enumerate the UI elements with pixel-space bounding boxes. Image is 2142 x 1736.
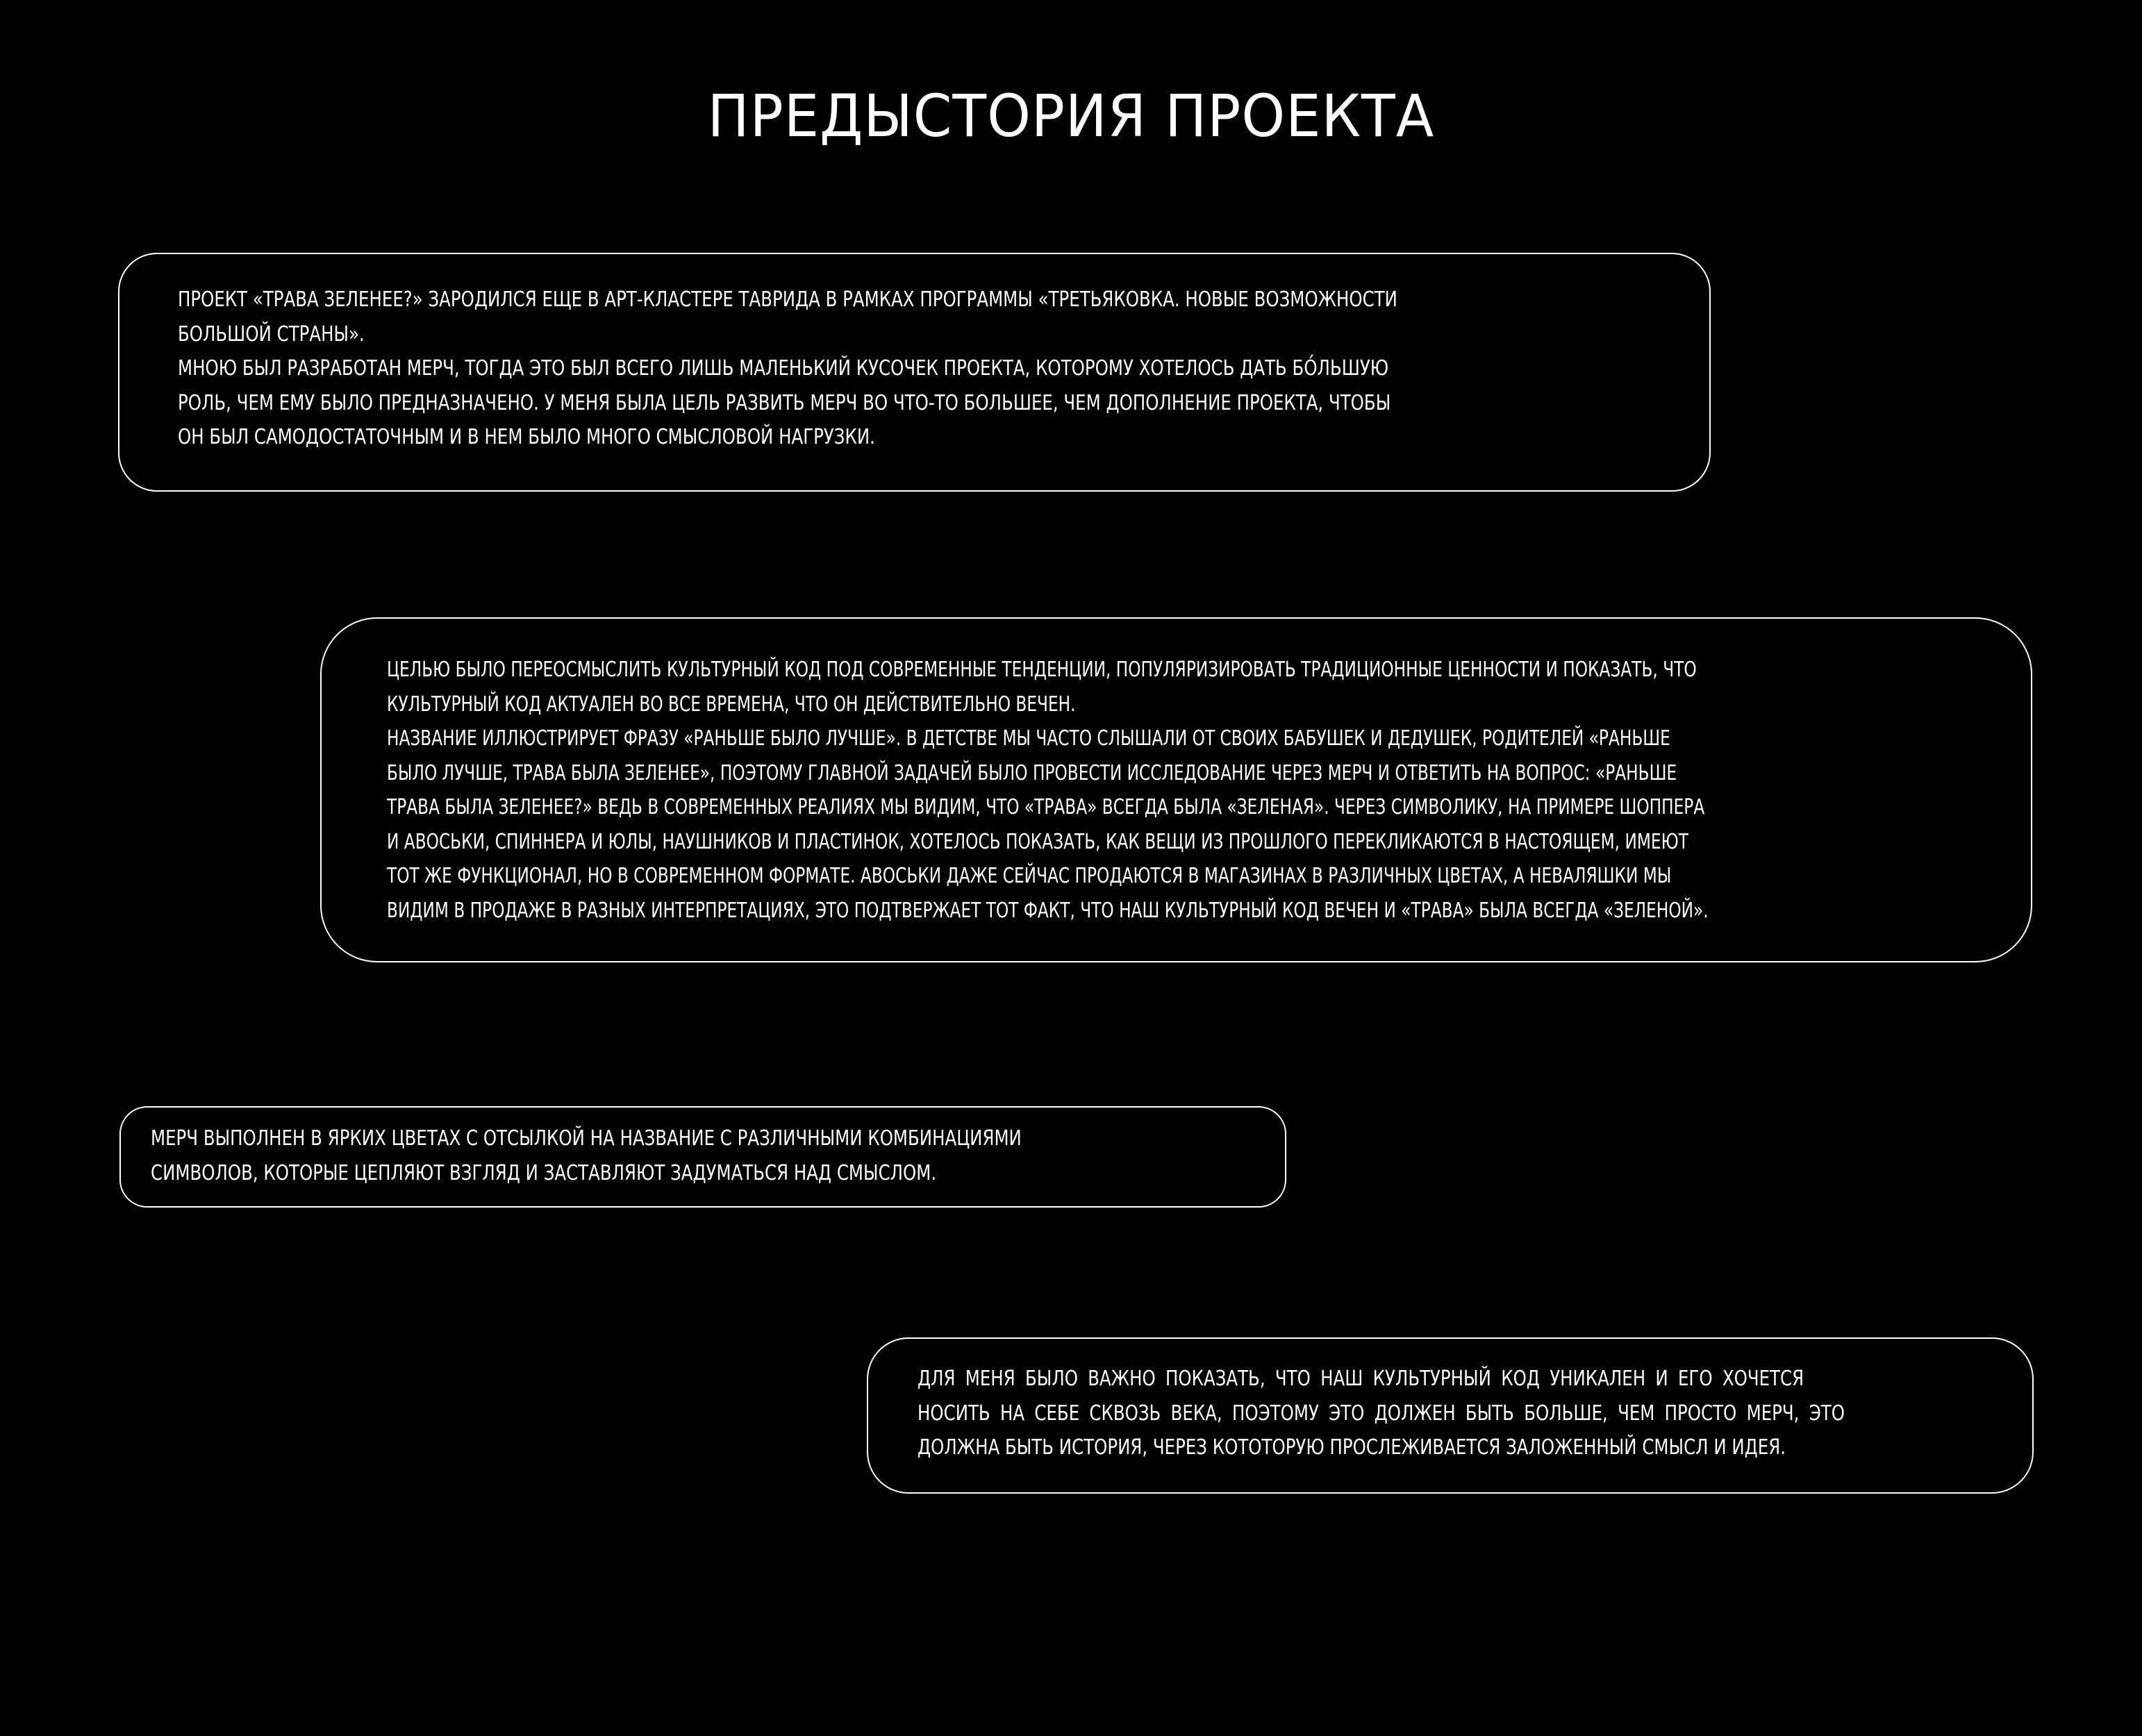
page-title: ПРЕДЫСТОРИЯ ПРОЕКТА <box>707 82 1435 150</box>
text-card-project-origin <box>118 253 1711 492</box>
text-line: ЦЕЛЬЮ БЫЛО ПЕРЕОСМЫСЛИТЬ КУЛЬТУРНЫЙ КОД ПОД СОВРЕМЕННЫЕ ТЕНДЕНЦИИ, ПОПУЛЯРИЗИРОВАТЬ ТРАДИЦИОННЫЕ ЦЕННОСТИ И ПОКАЗАТЬ, ЧТО <box>387 658 1697 682</box>
card-paragraph <box>918 1362 1845 1465</box>
card-paragraph <box>387 653 1709 928</box>
text-line: ТРАВА БЫЛА ЗЕЛЕНЕЕ?» ВЕДЬ В СОВРЕМЕННЫХ РЕАЛИЯХ МЫ ВИДИМ, ЧТО «ТРАВА» ВСЕГДА БЫЛА «ЗЕЛЕНАЯ». ЧЕРЕЗ СИМВОЛИКУ, НА ПРИМЕРЕ ШОППЕРА <box>387 795 1705 819</box>
text-line: ПРОЕКТ «ТРАВА ЗЕЛЕНЕЕ?» ЗАРОДИЛСЯ ЕЩЕ В АРТ-КЛАСТЕРЕ ТАВРИДА В РАМКАХ ПРОГРАММЫ «ТРЕТЬЯКОВКА. НОВЫЕ ВОЗМОЖНОСТИ <box>178 287 1397 312</box>
text-line: НОСИТЬ НА СЕБЕ СКВОЗЬ ВЕКА, ПОЭТОМУ ЭТО ДОЛЖЕН БЫТЬ БОЛЬШЕ, ЧЕМ ПРОСТО МЕРЧ, ЭТО <box>918 1401 1845 1426</box>
text-line: РОЛЬ, ЧЕМ ЕМУ БЫЛО ПРЕДНАЗНАЧЕНО. У МЕНЯ БЫЛА ЦЕЛЬ РАЗВИТЬ МЕРЧ ВО ЧТО-ТО БОЛЬШЕЕ, ЧЕМ ДОПОЛНЕНИЕ ПРОЕКТА, ЧТОБЫ <box>178 390 1391 415</box>
text-line: БОЛЬШОЙ СТРАНЫ». <box>178 322 365 347</box>
text-line: БЫЛО ЛУЧШЕ, ТРАВА БЫЛА ЗЕЛЕНЕЕ», ПОЭТОМУ ГЛАВНОЙ ЗАДАЧЕЙ БЫЛО ПРОВЕСТИ ИССЛЕДОВАНИЕ ЧЕРЕЗ МЕРЧ И ОТВЕТИТЬ НА ВОПРОС: «РАНЬШЕ <box>387 760 1677 785</box>
card-paragraph <box>178 283 1397 455</box>
text-line: ОН БЫЛ САМОДОСТАТОЧНЫМ И В НЕМ БЫЛО МНОГО СМЫСЛОВОЙ НАГРУЗКИ. <box>178 425 875 449</box>
text-card-project-goal <box>320 617 2032 962</box>
text-card-cultural-code <box>867 1337 2034 1494</box>
card-paragraph <box>151 1121 1022 1190</box>
text-line: СИМВОЛОВ, КОТОРЫЕ ЦЕПЛЯЮТ ВЗГЛЯД И ЗАСТАВЛЯЮТ ЗАДУМАТЬСЯ НАД СМЫСЛОМ. <box>151 1160 937 1185</box>
text-line: МНОЮ БЫЛ РАЗРАБОТАН МЕРЧ, ТОГДА ЭТО БЫЛ ВСЕГО ЛИШЬ МАЛЕНЬКИЙ КУСОЧЕК ПРОЕКТА, КОТОРОМУ ХОТЕЛОСЬ ДАТЬ БО́ЛЬШУЮ <box>178 356 1389 381</box>
text-line: НАЗВАНИЕ ИЛЛЮСТРИРУЕТ ФРАЗУ «РАНЬШЕ БЫЛО ЛУЧШЕ». В ДЕТСТВЕ МЫ ЧАСТО СЛЫШАЛИ ОТ СВОИХ БАБУШЕК И ДЕДУШЕК, РОДИТЕЛЕЙ «РАНЬШЕ <box>387 726 1670 751</box>
text-card-merch-colors <box>119 1106 1286 1208</box>
text-line: И АВОСЬКИ, СПИННЕРА И ЮЛЫ, НАУШНИКОВ И ПЛАСТИНОК, ХОТЕЛОСЬ ПОКАЗАТЬ, КАК ВЕЩИ ИЗ ПРОШЛОГО ПЕРЕКЛИКАЮТСЯ В НАСТОЯЩЕМ, ИМЕЮТ <box>387 829 1688 854</box>
text-line: МЕРЧ ВЫПОЛНЕН В ЯРКИХ ЦВЕТАХ С ОТСЫЛКОЙ НА НАЗВАНИЕ С РАЗЛИЧНЫМИ КОМБИНАЦИЯМИ <box>151 1126 1022 1151</box>
text-line: ТОТ ЖЕ ФУНКЦИОНАЛ, НО В СОВРЕМЕННОМ ФОРМАТЕ. АВОСЬКИ ДАЖЕ СЕЙЧАС ПРОДАЮТСЯ В МАГАЗИНАХ В РАЗЛИЧНЫХ ЦВЕТАХ, А НЕВАЛЯШКИ МЫ <box>387 864 1672 888</box>
text-line: ВИДИМ В ПРОДАЖЕ В РАЗНЫХ ИНТЕРПРЕТАЦИЯХ, ЭТО ПОДТВЕРЖАЕТ ТОТ ФАКТ, ЧТО НАШ КУЛЬТУРНЫЙ КОД ВЕЧЕН И «ТРАВА» БЫЛА ВСЕГДА «ЗЕЛЕНОЙ». <box>387 898 1709 923</box>
text-line: ДОЛЖНА БЫТЬ ИСТОРИЯ, ЧЕРЕЗ КОТОТОРУЮ ПРОСЛЕЖИВАЕТСЯ ЗАЛОЖЕННЫЙ СМЫСЛ И ИДЕЯ. <box>918 1435 1786 1460</box>
text-line: КУЛЬТУРНЫЙ КОД АКТУАЛЕН ВО ВСЕ ВРЕМЕНА, ЧТО ОН ДЕЙСТВИТЕЛЬНО ВЕЧЕН. <box>387 692 1076 717</box>
text-line: ДЛЯ МЕНЯ БЫЛО ВАЖНО ПОКАЗАТЬ, ЧТО НАШ КУЛЬТУРНЫЙ КОД УНИКАЛЕН И ЕГО ХОЧЕТСЯ <box>918 1367 1804 1391</box>
